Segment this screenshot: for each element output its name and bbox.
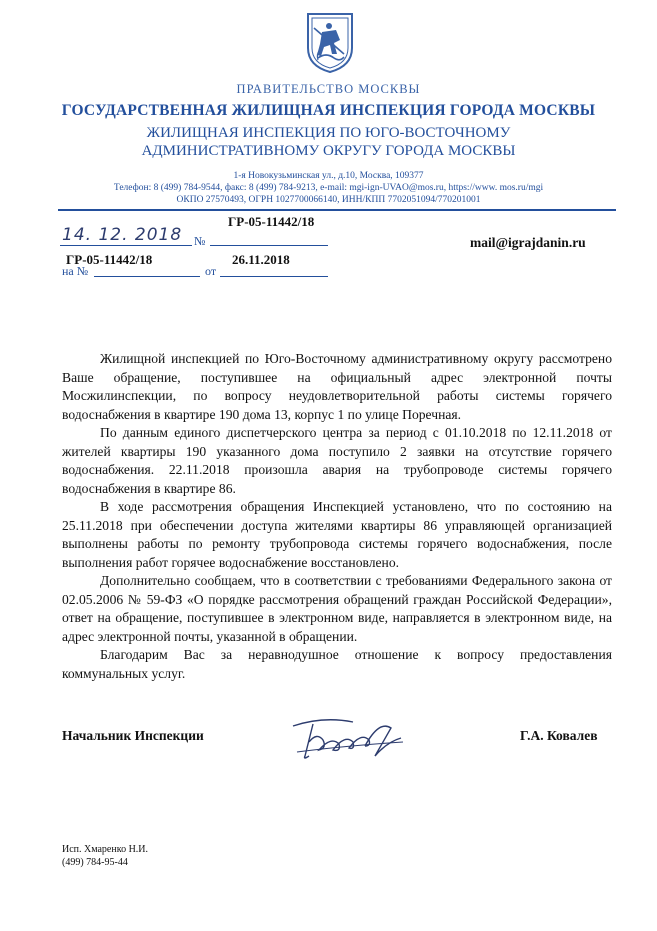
body-paragraph: Жилищной инспекцией по Юго-Восточному административному округу рассмотрено Ваше обращение, поступившее на официальный адрес электронной почты Мосжилинспекции, по вопросу неудовлетворительной работы системы горячего водоснабжения в квартире 190 дома 13, корпус 1 по улице Поречная. — [62, 351, 612, 422]
body-paragraph: По данным единого диспетчерского центра за период с 01.10.2018 по 12.11.2018 от жителей квартиры 190 указанного дома поступило 2 заявки на отсутствие горячего водоснабжения. 22.11.2018 произошла авария на трубопроводе системы горячего водоснабжения в квартире 86. — [62, 425, 612, 496]
registration-stamp-number: ГР-05-11442/18 — [228, 214, 315, 229]
district-title-line2: АДМИНИСТРАТИВНОМУ ОКРУГУ ГОРОДА МОСКВЫ — [141, 143, 516, 159]
reference-date-underline — [220, 276, 328, 277]
body-paragraph: В ходе рассмотрения обращения Инспекцией установлено, что по состоянию на 25.11.2018 при обеспечении доступа жителями квартиры 86 управляющей организацией выполнены работы по ремонту трубопровода системы горячего водоснабжения, после выполнения работ горячее водоснабжение восстановлено. — [62, 499, 612, 570]
number-underline — [210, 245, 328, 246]
executor-phone: (499) 784-95-44 — [62, 857, 128, 868]
registration-codes: ОКПО 27570493, ОГРН 1027700066140, ИНН/КПП 7702051094/770201001 — [176, 195, 481, 205]
contact-info: Телефон: 8 (499) 784-9544, факс: 8 (499) 784-9213, e-mail: mgi-ign-UVAO@mos.ru, https://www. mos.ru/mgi — [113, 183, 544, 193]
body-paragraph: Дополнительно сообщаем, что в соответствии с требованиями Федерального закона от 02.05.2006 № 59-ФЗ «О порядке рассмотрения обращений граждан Российской Федерации», ответ на обращение, поступившее в электронном виде, направляется в электронном виде, на адрес электронной почты, указанной в обращении. — [62, 573, 612, 644]
district-title-line1: ЖИЛИЩНАЯ ИНСПЕКЦИЯ ПО ЮГО-ВОСТОЧНОМУ — [146, 125, 511, 141]
reply-reference-number: ГР-05-11442/18 — [66, 252, 153, 267]
inspection-title: ГОСУДАРСТВЕННАЯ ЖИЛИЩНАЯ ИНСПЕКЦИЯ ГОРОДА МОСКВЫ — [61, 102, 596, 119]
body-paragraph: Благодарим Вас за неравнодушное отношение к вопросу предоставления коммунальных услуг. — [62, 647, 612, 681]
letter-body — [62, 350, 612, 683]
handwritten-signature-icon — [283, 712, 413, 764]
signatory-name: Г.А. Ковалев — [520, 728, 598, 743]
handwritten-date: 14. 12. 2018 — [62, 225, 183, 245]
postal-address: 1-я Новокузьминская ул., д.10, Москва, 109377 — [233, 171, 424, 181]
header-divider — [58, 209, 616, 211]
number-label: № — [194, 234, 206, 248]
reply-reference-date: 26.11.2018 — [232, 252, 290, 267]
date-underline — [60, 245, 192, 246]
reference-number-label: на № — [62, 264, 89, 278]
reference-date-label: от — [205, 264, 217, 278]
moscow-coat-of-arms-icon — [300, 10, 360, 74]
government-title: ПРАВИТЕЛЬСТВО МОСКВЫ — [236, 82, 421, 96]
recipient-email: mail@igrajdanin.ru — [470, 235, 586, 250]
executor-name: Исп. Хмаренко Н.И. — [62, 844, 149, 855]
signatory-title: Начальник Инспекции — [62, 728, 204, 743]
reference-number-underline — [94, 276, 200, 277]
